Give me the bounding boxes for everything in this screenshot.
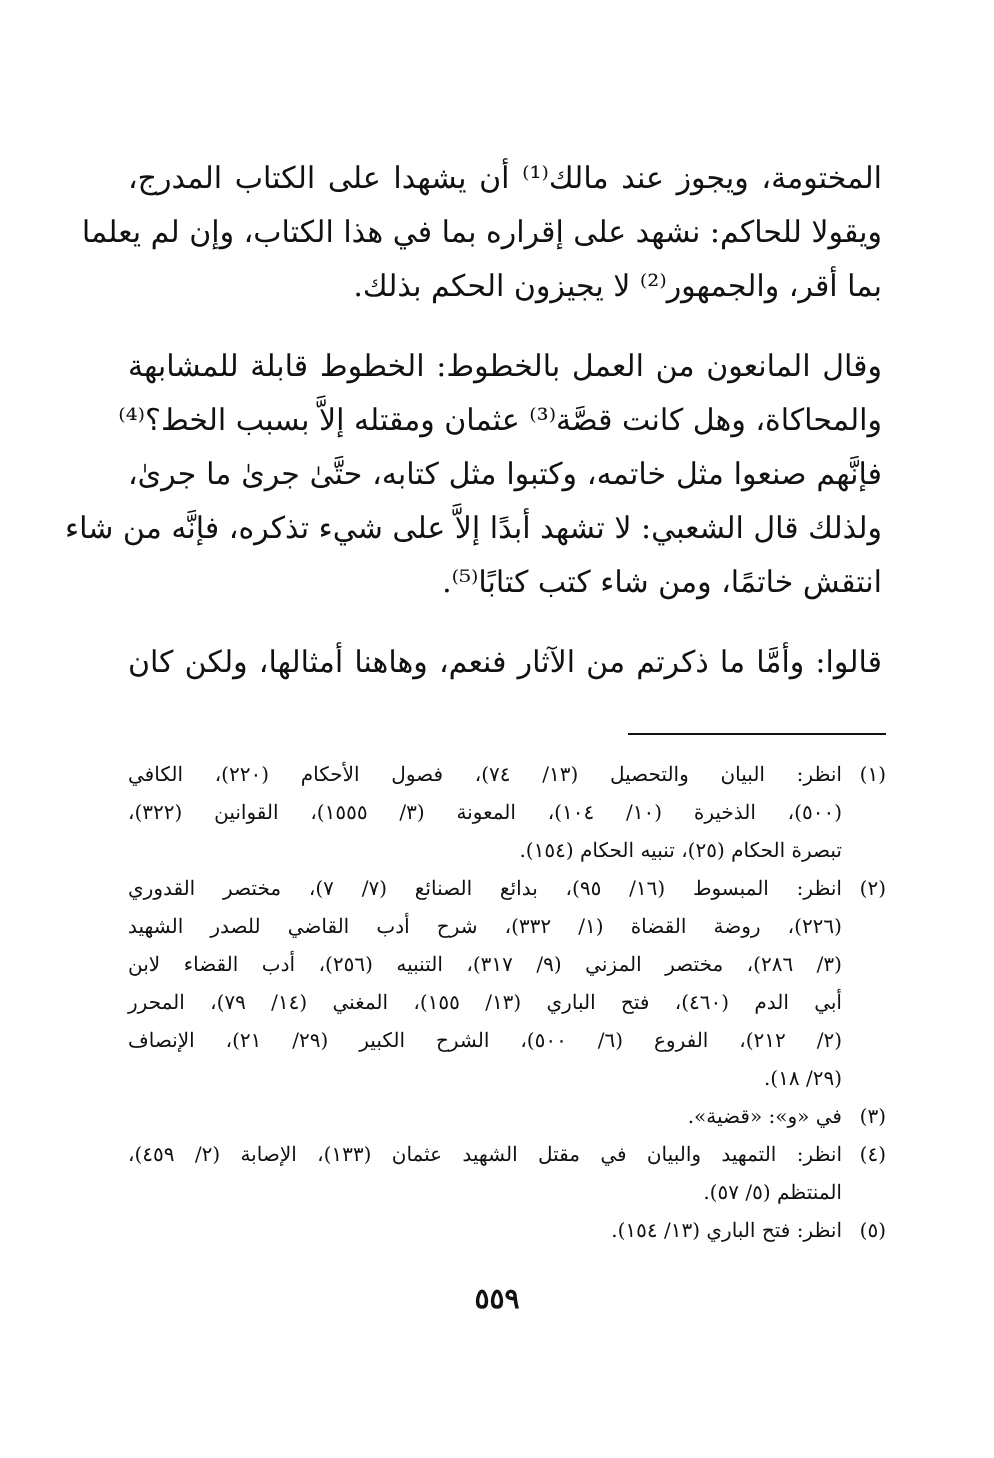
footnote-line: المنتظم (٥/ ٥٧). (703, 1180, 842, 1204)
text-line: ويقولا للحاكم: نشهد على إقراره بما في هذا الكتاب، وإن لم يعلما (81, 215, 882, 250)
footnotes (128, 755, 886, 1249)
footnote-line: أبي الدم (٤٦٠)، فتح الباري (١٣/ ١٥٥)، المغني (١٤/ ٧٩)، المحرر (128, 990, 842, 1014)
footnote-line: (٥٠٠)، الذخيرة (١٠/ ١٠٤)، المعونة (٣/ ١٥٥٥)، القوانين (٣٢٢)، (128, 800, 842, 824)
footnote-number: (٢) (859, 876, 886, 900)
footnote-line: انظر: المبسوط (١٦/ ٩٥)، بدائع الصنائع (٧/ ٧)، مختصر القدوري (128, 876, 842, 900)
footnote-text (128, 1097, 842, 1135)
text-line: المختومة، ويجوز عند مالك⁽¹⁾ أن يشهدا على الكتاب المدرج، (128, 161, 882, 196)
footnote-text (128, 869, 842, 1097)
footnote-line: انظر: البيان والتحصيل (١٣/ ٧٤)، فصول الأحكام (٢٢٠)، الكافي (128, 762, 842, 786)
paragraph-gap (128, 314, 882, 340)
footnote (128, 1211, 886, 1249)
footnote-separator (628, 733, 886, 735)
paragraph (81, 152, 882, 314)
footnote-number: (٥) (859, 1218, 886, 1242)
page-number: ٥٥٩ (474, 1282, 520, 1315)
footnote-line: انظر: فتح الباري (١٣/ ١٥٤). (611, 1218, 842, 1242)
footnote-line: في «و»: «قضية». (687, 1104, 842, 1128)
text-line: فإنَّهم صنعوا مثل خاتمه، وكتبوا مثل كتابه، حتَّىٰ جرىٰ ما جرىٰ، (128, 457, 882, 492)
text-line: قالوا: وأمَّا ما ذكرتم من الآثار فنعم، وهاهنا أمثالها، ولكن كان (128, 645, 882, 680)
main-text (64, 152, 882, 690)
footnote-line: (٢٩/ ١٨). (763, 1066, 842, 1090)
footnote (128, 869, 886, 1097)
footnote-line: (٢/ ٢١٢)، الفروع (٦/ ٥٠٠)، الشرح الكبير (٢٩/ ٢١)، الإنصاف (128, 1028, 843, 1052)
text-line: والمحاكاة، وهل كانت قصَّة⁽³⁾ عثمان ومقتله إلاَّ بسبب الخط؟⁽⁴⁾ (118, 403, 882, 438)
footnote (128, 1135, 886, 1211)
paragraph (64, 340, 882, 610)
footnote-line: انظر: التمهيد والبيان في مقتل الشهيد عثمان (١٣٣)، الإصابة (٢/ ٤٥٩)، (128, 1142, 842, 1166)
text-line: بما أقر، والجمهور⁽²⁾ لا يجيزون الحكم بذلك. (353, 269, 882, 304)
footnote-number: (٣) (859, 1104, 886, 1128)
footnote-text (128, 1135, 842, 1211)
footnote-text (128, 755, 842, 869)
footnote-line: (٣/ ٢٨٦)، مختصر المزني (٩/ ٣١٧)، التنبيه (٢٥٦)، أدب القضاء لابن (128, 952, 842, 976)
paragraph (128, 636, 882, 690)
footnote-line: تبصرة الحكام (٢٥)، تنبيه الحكام (١٥٤). (519, 838, 842, 862)
footnote (128, 1097, 886, 1135)
text-line: انتقش خاتمًا، ومن شاء كتب كتابًا⁽⁵⁾. (442, 565, 882, 600)
text-line: ولذلك قال الشعبي: لا تشهد أبدًا إلاَّ على شيء تذكره، فإنَّه من شاء (64, 511, 882, 546)
footnote-text (128, 1211, 842, 1249)
footnote-number: (١) (859, 762, 886, 786)
paragraph-gap (128, 610, 882, 636)
footnote (128, 755, 886, 869)
footnote-number: (٤) (859, 1142, 886, 1166)
text-line: وقال المانعون من العمل بالخطوط: الخطوط قابلة للمشابهة (128, 349, 882, 384)
footnote-line: (٢٢٦)، روضة القضاة (١/ ٣٣٢)، شرح أدب القاضي للصدر الشهيد (128, 914, 842, 938)
